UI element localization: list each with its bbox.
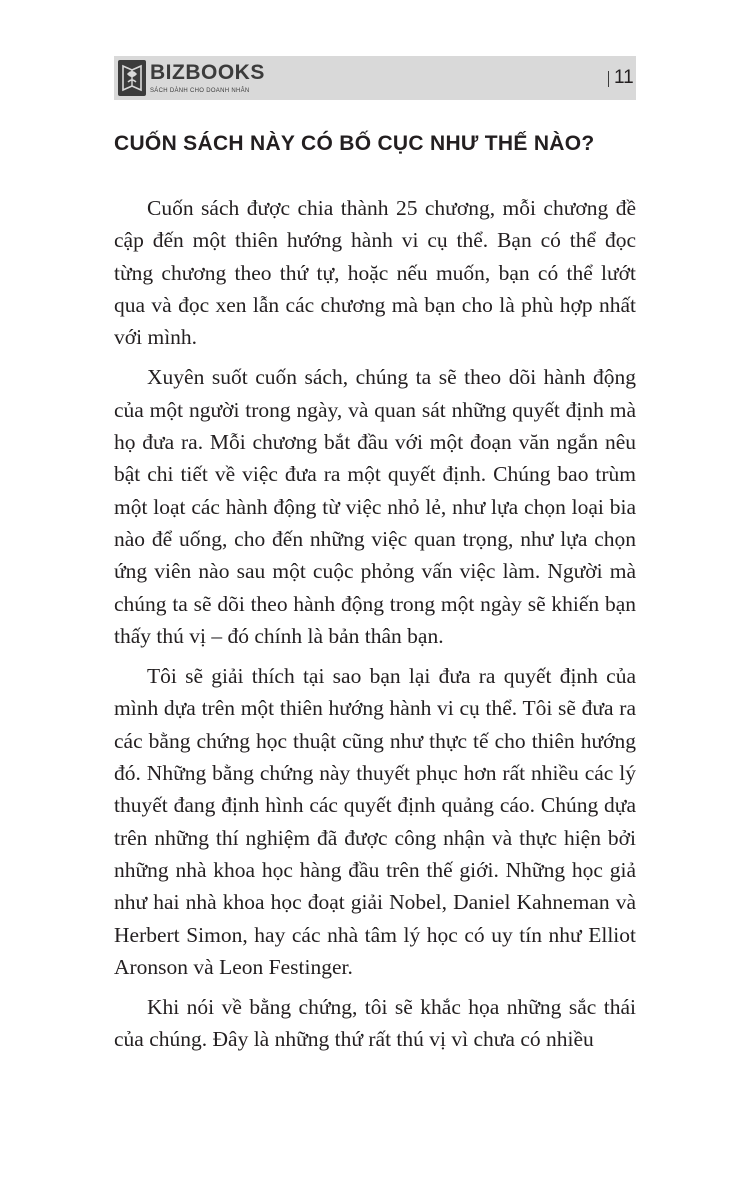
section-heading: CUỐN SÁCH NÀY CÓ BỐ CỤC NHƯ THẾ NÀO? (114, 132, 595, 155)
brand-tagline: SÁCH DÀNH CHO DOANH NHÂN (150, 88, 250, 94)
paragraph-3: Tôi sẽ giải thích tại sao bạn lại đưa ra quyết định của mình dựa trên một thiên hướng hành vi cụ thể. Tôi sẽ đưa ra các bằng chứng học thuật cũng như thực tế cho thiên hướng đó. Những bằng chứng này thuyết phục hơn rất nhiều các lý thuyết đang định hình các quyết định quảng cáo. Chúng dựa trên những thí nghiệm đã được công nhận và thực hiện bởi những nhà khoa học hàng đầu trên thế giới. Những học giả như hai nhà khoa học đoạt giải Nobel, Daniel Kahneman và Herbert Simon, hay các nhà tâm lý học có uy tín như Elliot Aronson và Leon Festinger. (114, 664, 636, 979)
bizbooks-logo-icon (118, 60, 146, 96)
page-number: 11 (614, 67, 634, 88)
body-text (114, 192, 636, 1056)
header-divider (608, 71, 609, 87)
paragraph-2: Xuyên suốt cuốn sách, chúng ta sẽ theo dõi hành động của một người trong ngày, và quan sát những quyết định mà họ đưa ra. Mỗi chương bắt đầu với một đoạn văn ngắn nêu bật chi tiết về việc đưa ra một quyết định. Chúng bao trùm một loạt các hành động từ việc nhỏ lẻ, như lựa chọn loại bia nào để uống, cho đến những việc quan trọng, như lựa chọn ứng viên nào sau một cuộc phỏng vấn việc làm. Người mà chúng ta sẽ dõi theo hành động trong một ngày sẽ khiến bạn thấy thú vị – đó chính là bản thân bạn. (114, 365, 636, 648)
page-header (114, 56, 636, 100)
paragraph-4: Khi nói về bằng chứng, tôi sẽ khắc họa những sắc thái của chúng. Đây là những thứ rất thú vị vì chưa có nhiều (114, 995, 636, 1052)
brand-name: BIZBOOKS (150, 61, 265, 84)
paragraph-1: Cuốn sách được chia thành 25 chương, mỗi chương đề cập đến một thiên hướng hành vi cụ thể. Bạn có thể đọc từng chương theo thứ tự, hoặc nếu muốn, bạn có thể lướt qua và đọc xen lẫn các chương mà bạn cho là phù hợp nhất với mình. (114, 196, 636, 350)
book-flower-icon (118, 60, 146, 96)
